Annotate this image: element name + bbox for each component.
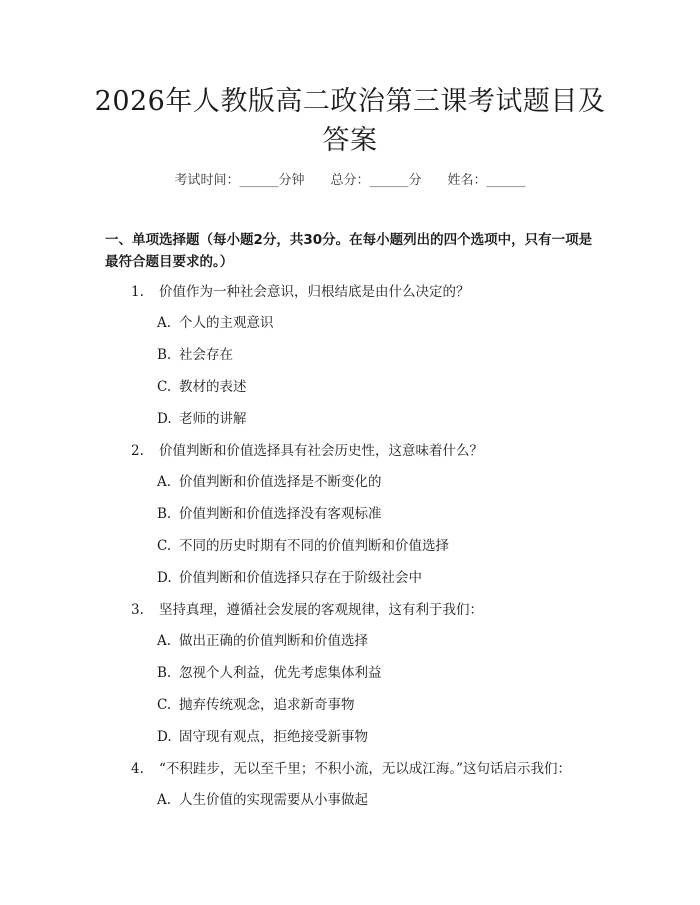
question-number: 3. — [131, 602, 144, 618]
question-text: 价值作为一种社会意识，归根结底是由什么决定的？ — [159, 284, 470, 300]
option-2b — [157, 505, 597, 523]
option-2d — [157, 569, 597, 587]
question-number: 4. — [131, 761, 144, 777]
option-letter: D. — [157, 570, 172, 586]
option-text: 教材的表述 — [179, 379, 247, 395]
option-2c — [157, 537, 597, 555]
total-score: 总分：______分 — [330, 173, 422, 188]
option-text: 老师的讲解 — [179, 411, 247, 427]
option-letter: A. — [157, 474, 172, 490]
option-letter: C. — [157, 538, 172, 554]
option-text: 个人的主观意识 — [179, 315, 274, 331]
question-4 — [131, 760, 611, 778]
option-letter: C. — [157, 379, 172, 395]
option-text: 价值判断和价值选择是不断变化的 — [179, 474, 382, 490]
option-1a — [157, 314, 597, 332]
option-text: 人生价值的实现需要从小事做起 — [179, 792, 368, 808]
option-text: 价值判断和价值选择没有客观标准 — [179, 506, 382, 522]
option-3d — [157, 728, 597, 746]
option-letter: D. — [157, 411, 172, 427]
page-title: 2026年人教版高二政治第三课考试题目及答案 — [94, 86, 606, 156]
option-text: 抛弃传统观念，追求新奇事物 — [179, 697, 355, 713]
option-3c — [157, 696, 597, 714]
option-1d — [157, 410, 597, 428]
option-letter: A. — [157, 633, 172, 649]
option-letter: B. — [157, 665, 172, 681]
option-letter: D. — [157, 729, 172, 745]
question-text: 价值判断和价值选择具有社会历史性，这意味着什么？ — [159, 443, 483, 459]
question-number: 1. — [131, 284, 144, 300]
option-letter: A. — [157, 792, 172, 808]
option-2a — [157, 473, 597, 491]
option-3b — [157, 664, 597, 682]
option-text: 固守现有观点，拒绝接受新事物 — [179, 729, 368, 745]
question-number: 2. — [131, 443, 144, 459]
question-3 — [131, 601, 611, 619]
option-text: 忽视个人利益，优先考虑集体利益 — [179, 665, 382, 681]
option-3a — [157, 632, 597, 650]
exam-info — [0, 169, 700, 188]
option-4a — [157, 791, 597, 809]
option-text: 社会存在 — [179, 347, 233, 363]
option-letter: A. — [157, 315, 172, 331]
option-text: 价值判断和价值选择只存在于阶级社会中 — [179, 570, 422, 586]
option-text: 不同的历史时期有不同的价值判断和价值选择 — [179, 538, 449, 554]
question-1 — [131, 283, 611, 301]
student-name: 姓名：______ — [447, 173, 526, 188]
question-text: 坚持真理，遵循社会发展的客观规律，这有利于我们： — [159, 602, 483, 618]
option-letter: B. — [157, 347, 172, 363]
option-text: 做出正确的价值判断和价值选择 — [179, 633, 368, 649]
option-1b — [157, 346, 597, 364]
option-1c — [157, 378, 597, 396]
exam-time: 考试时间：______分钟 — [174, 173, 305, 188]
option-letter: B. — [157, 506, 172, 522]
section-heading: 一、单项选择题（每小题2分，共30分。在每小题列出的四个选项中，只有一项是最符合题目要求的。） — [105, 232, 593, 270]
question-text: “不积跬步，无以至千里；不积小流，无以成江海。”这句话启示我们： — [159, 761, 572, 777]
question-2 — [131, 442, 611, 460]
option-letter: C. — [157, 697, 172, 713]
